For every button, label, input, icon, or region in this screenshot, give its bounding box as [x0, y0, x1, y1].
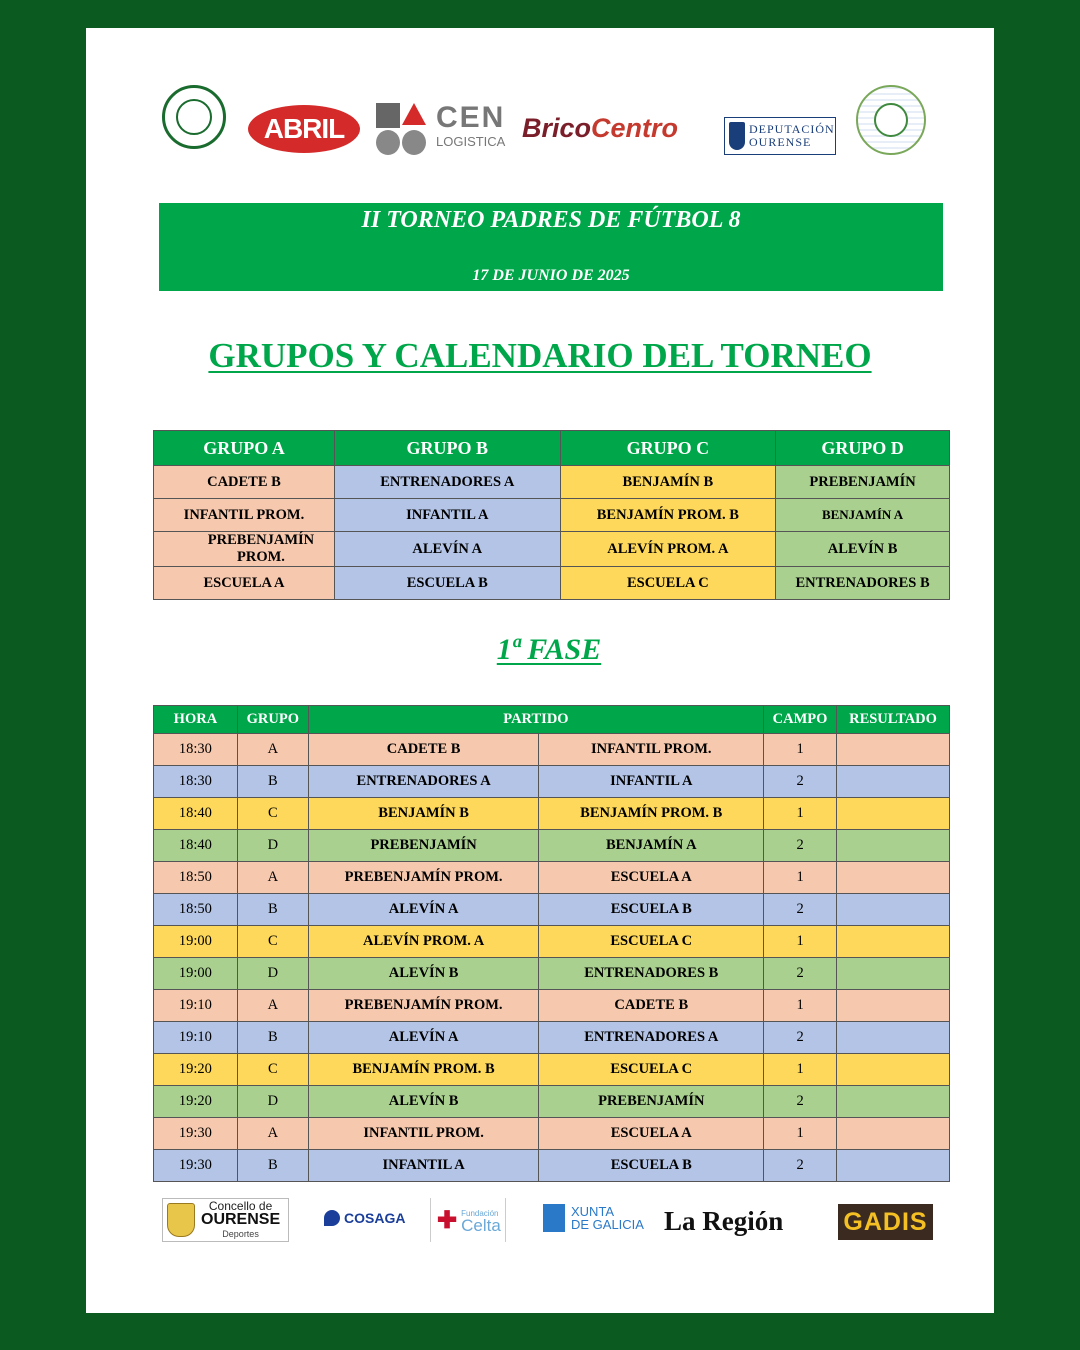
match-time: 19:10 — [154, 990, 238, 1022]
tournament-banner — [159, 203, 943, 291]
match-team-away: ESCUELA A — [539, 862, 764, 894]
match-time: 19:20 — [154, 1054, 238, 1086]
group-team-cell: ESCUELA A — [154, 567, 335, 600]
match-team-home: INFANTIL PROM. — [308, 1118, 539, 1150]
xunta-line1: XUNTA — [571, 1204, 615, 1219]
col-header-grupo: GRUPO — [237, 706, 308, 734]
match-team-away: ENTRENADORES A — [539, 1022, 764, 1054]
match-time: 19:00 — [154, 926, 238, 958]
group-team-cell: ALEVÍN A — [334, 532, 560, 567]
match-result — [837, 894, 950, 926]
match-group: A — [237, 734, 308, 766]
club-seal-logo — [162, 85, 226, 149]
match-time: 19:30 — [154, 1150, 238, 1182]
match-result — [837, 990, 950, 1022]
match-field: 1 — [764, 734, 837, 766]
match-team-away: ESCUELA C — [539, 1054, 764, 1086]
match-team-home: ENTRENADORES A — [308, 766, 539, 798]
match-time: 18:50 — [154, 862, 238, 894]
match-team-home: INFANTIL A — [308, 1150, 539, 1182]
group-team-cell: CADETE B — [154, 466, 335, 499]
xunta-line2: DE GALICIA — [571, 1217, 644, 1232]
match-team-home: CADETE B — [308, 734, 539, 766]
match-field: 2 — [764, 958, 837, 990]
group-header: GRUPO B — [334, 431, 560, 466]
match-group: A — [237, 862, 308, 894]
group-team-cell: PREBENJAMÍN PROM. — [154, 532, 335, 567]
match-row — [154, 926, 950, 958]
brico-part1: Brico — [522, 113, 592, 143]
match-team-away: ESCUELA C — [539, 926, 764, 958]
match-result — [837, 862, 950, 894]
match-group: B — [237, 1022, 308, 1054]
group-team-cell: INFANTIL PROM. — [154, 499, 335, 532]
match-row — [154, 1150, 950, 1182]
match-row — [154, 798, 950, 830]
col-header-partido: PARTIDO — [308, 706, 763, 734]
match-group: C — [237, 1054, 308, 1086]
match-time: 18:50 — [154, 894, 238, 926]
shield-icon — [729, 122, 745, 150]
match-team-home: ALEVÍN A — [308, 894, 539, 926]
match-group: A — [237, 1118, 308, 1150]
match-team-away: ESCUELA B — [539, 1150, 764, 1182]
sponsor-logos-bottom — [86, 1196, 994, 1246]
cosaga-logo — [324, 1210, 405, 1226]
match-group: A — [237, 990, 308, 1022]
match-row — [154, 862, 950, 894]
concello-ourense-logo — [162, 1198, 289, 1242]
group-team-cell: INFANTIL A — [334, 499, 560, 532]
page-title-text: GRUPOS Y CALENDARIO DEL TORNEO — [208, 336, 872, 375]
diputacion-line2: OURENSE — [749, 135, 812, 149]
match-team-home: ALEVÍN B — [308, 1086, 539, 1118]
match-team-away: INFANTIL A — [539, 766, 764, 798]
match-row — [154, 1022, 950, 1054]
group-header: GRUPO A — [154, 431, 335, 466]
flower-icon — [324, 1210, 340, 1226]
match-group: B — [237, 766, 308, 798]
match-field: 1 — [764, 990, 837, 1022]
match-team-away: BENJAMÍN A — [539, 830, 764, 862]
match-field: 2 — [764, 1086, 837, 1118]
match-time: 19:20 — [154, 1086, 238, 1118]
match-team-home: BENJAMÍN PROM. B — [308, 1054, 539, 1086]
match-team-away: ENTRENADORES B — [539, 958, 764, 990]
match-row — [154, 894, 950, 926]
match-team-home: PREBENJAMÍN — [308, 830, 539, 862]
match-group: D — [237, 830, 308, 862]
match-result — [837, 766, 950, 798]
match-field: 2 — [764, 766, 837, 798]
phase-title-text: 1ª FASE — [496, 633, 602, 666]
match-result — [837, 798, 950, 830]
match-row — [154, 830, 950, 862]
cosaga-text: COSAGA — [344, 1210, 406, 1226]
match-team-home: ALEVÍN PROM. A — [308, 926, 539, 958]
match-result — [837, 734, 950, 766]
brico-part2: Centro — [591, 113, 679, 143]
fundacion-celta-logo — [430, 1198, 506, 1242]
match-team-away: PREBENJAMÍN — [539, 1086, 764, 1118]
match-time: 19:10 — [154, 1022, 238, 1054]
celta-text: Celta — [461, 1215, 501, 1235]
page-title — [86, 336, 994, 376]
col-header-hora: HORA — [154, 706, 238, 734]
match-result — [837, 1118, 950, 1150]
match-result — [837, 926, 950, 958]
match-field: 2 — [764, 1022, 837, 1054]
group-team-cell: PREBENJAMÍN — [776, 466, 950, 499]
match-result — [837, 830, 950, 862]
cen-title: CEN — [436, 101, 506, 134]
group-team-cell: ALEVÍN PROM. A — [560, 532, 776, 567]
col-header-resultado: RESULTADO — [837, 706, 950, 734]
match-result — [837, 1150, 950, 1182]
match-group: B — [237, 1150, 308, 1182]
match-row — [154, 990, 950, 1022]
match-time: 18:40 — [154, 798, 238, 830]
group-header: GRUPO D — [776, 431, 950, 466]
group-team-cell: ALEVÍN B — [776, 532, 950, 567]
match-row — [154, 734, 950, 766]
celta-small: Fundación — [461, 1208, 499, 1218]
match-team-home: BENJAMÍN B — [308, 798, 539, 830]
match-team-home: PREBENJAMÍN PROM. — [308, 862, 539, 894]
group-team-cell: ESCUELA B — [334, 567, 560, 600]
ourense-line1: Concello de — [208, 1199, 273, 1213]
cross-icon: ✚ — [437, 1207, 458, 1234]
match-team-away: INFANTIL PROM. — [539, 734, 764, 766]
groups-table — [153, 430, 950, 600]
cen-subtitle: LOGISTICA — [436, 134, 506, 149]
match-row — [154, 1118, 950, 1150]
match-team-home: ALEVÍN A — [308, 1022, 539, 1054]
match-result — [837, 1086, 950, 1118]
group-team-cell: BENJAMÍN PROM. B — [560, 499, 776, 532]
match-field: 2 — [764, 830, 837, 862]
diputacion-logo — [724, 117, 836, 155]
match-field: 2 — [764, 1150, 837, 1182]
crest-icon — [167, 1203, 195, 1237]
match-group: C — [237, 798, 308, 830]
match-time: 18:30 — [154, 734, 238, 766]
match-result — [837, 958, 950, 990]
banner-title: II TORNEO PADRES DE FÚTBOL 8 — [361, 207, 741, 233]
group-team-cell: BENJAMÍN A — [776, 499, 950, 532]
abril-logo: ABRIL — [248, 105, 360, 153]
poster-sheet — [86, 28, 994, 1313]
match-team-home: PREBENJAMÍN PROM. — [308, 990, 539, 1022]
la-region-logo: La Región — [664, 1206, 784, 1236]
match-row — [154, 766, 950, 798]
match-team-away: BENJAMÍN PROM. B — [539, 798, 764, 830]
match-team-away: ESCUELA B — [539, 894, 764, 926]
group-team-cell: ESCUELA C — [560, 567, 776, 600]
match-time: 18:40 — [154, 830, 238, 862]
match-field: 1 — [764, 1054, 837, 1086]
match-team-home: ALEVÍN B — [308, 958, 539, 990]
schedule-body — [154, 734, 950, 1182]
match-row — [154, 958, 950, 990]
ourense-line2: OURENSE — [201, 1211, 281, 1228]
match-row — [154, 1086, 950, 1118]
cen-logo-mark — [376, 103, 426, 155]
match-field: 1 — [764, 1118, 837, 1150]
match-field: 1 — [764, 926, 837, 958]
match-team-away: CADETE B — [539, 990, 764, 1022]
match-time: 19:00 — [154, 958, 238, 990]
phase-title — [104, 633, 994, 667]
match-group: D — [237, 958, 308, 990]
bricocentro-logo — [522, 113, 678, 144]
schedule-table — [153, 705, 950, 1182]
match-group: B — [237, 894, 308, 926]
match-group: D — [237, 1086, 308, 1118]
match-group: C — [237, 926, 308, 958]
match-field: 1 — [764, 862, 837, 894]
xunta-mark-icon — [543, 1204, 565, 1232]
match-row — [154, 1054, 950, 1086]
match-team-away: ESCUELA A — [539, 1118, 764, 1150]
match-time: 18:30 — [154, 766, 238, 798]
ourense-line3: Deportes — [222, 1229, 259, 1239]
group-team-cell: ENTRENADORES B — [776, 567, 950, 600]
group-team-cell: BENJAMÍN B — [560, 466, 776, 499]
match-time: 19:30 — [154, 1118, 238, 1150]
cen-logo-text — [436, 103, 505, 151]
sponsor-logos-top — [86, 83, 994, 163]
gadis-logo: GADIS — [838, 1204, 933, 1240]
match-field: 2 — [764, 894, 837, 926]
federation-seal-logo — [856, 85, 926, 155]
match-field: 1 — [764, 798, 837, 830]
match-result — [837, 1054, 950, 1086]
group-header: GRUPO C — [560, 431, 776, 466]
group-team-cell: ENTRENADORES A — [334, 466, 560, 499]
match-result — [837, 1022, 950, 1054]
xunta-logo — [543, 1204, 644, 1232]
banner-date: 17 DE JUNIO DE 2025 — [472, 267, 630, 284]
col-header-campo: CAMPO — [764, 706, 837, 734]
diputacion-line1: DEPUTACIÓN — [749, 122, 835, 136]
